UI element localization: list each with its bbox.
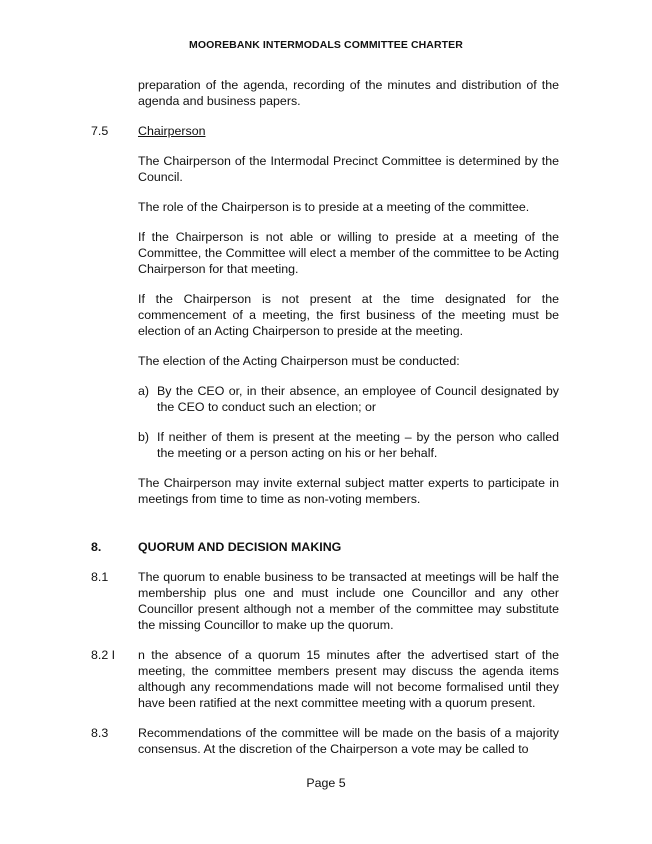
continuation-paragraph: preparation of the agenda, recording of the minutes and distribution of the agenda and business papers.: [138, 78, 559, 108]
paragraph: The role of the Chairperson is to preside at a meeting of the committee.: [138, 200, 530, 214]
list-item: [91, 429, 559, 461]
section-title: Chairperson: [138, 124, 206, 138]
page-number: Page 5: [306, 776, 346, 790]
clause-text: The quorum to enable business to be transacted at meetings will be half the membership plus one and must include one Councillor and any other Councillor present although not a member of the committee may substitute the missing Councillor to make up the quorum.: [138, 570, 559, 632]
list-item-text: By the CEO or, in their absence, an employee of Council designated by the CEO to conduct such an election; or: [157, 384, 559, 414]
paragraph: If the Chairperson is not able or willing to preside at a meeting of the Committee, the Committee will elect a member of the committee to be Acting Chairperson for that meeting.: [138, 230, 559, 276]
clause-number: 8.3: [91, 726, 109, 740]
clause: [91, 725, 559, 757]
list-item-label: a): [138, 384, 150, 398]
page-header: MOOREBANK INTERMODALS COMMITTEE CHARTER: [189, 39, 463, 51]
clause: [91, 569, 559, 633]
clause: [91, 647, 559, 711]
clause-text: Recommendations of the committee will be made on the basis of a majority consensus. At the discretion of the Chairperson a vote may be called to: [138, 726, 559, 756]
clause-number: 8.2 I: [91, 648, 116, 662]
section-number: 8.: [91, 540, 102, 554]
paragraph: The election of the Acting Chairperson must be conducted:: [138, 354, 460, 368]
section-7-5-heading: [91, 123, 559, 139]
paragraph: If the Chairperson is not present at the time designated for the commencement of a meeting, the first business of the meeting must be election of an Acting Chairperson to preside at the meeting.: [138, 292, 559, 338]
section-number: 7.5: [91, 124, 109, 138]
section-title: QUORUM AND DECISION MAKING: [138, 540, 342, 554]
list-item-text: If neither of them is present at the meeting – by the person who called the meeting or a person acting on his or her behalf.: [157, 430, 559, 460]
paragraph: The Chairperson of the Intermodal Precinct Committee is determined by the Council.: [138, 154, 559, 184]
clause-number: 8.1: [91, 570, 109, 584]
section-8-heading: [91, 539, 559, 555]
document-body: [91, 77, 559, 757]
list-item: [91, 383, 559, 415]
list-item-label: b): [138, 430, 150, 444]
paragraph: The Chairperson may invite external subject matter experts to participate in meetings from time to time as non-voting members.: [138, 476, 559, 506]
clause-text: n the absence of a quorum 15 minutes after the advertised start of the meeting, the committee members present may discuss the agenda items although any recommendations made will not become formalised until they have been ratified at the next committee meeting with a quorum present.: [138, 648, 559, 710]
